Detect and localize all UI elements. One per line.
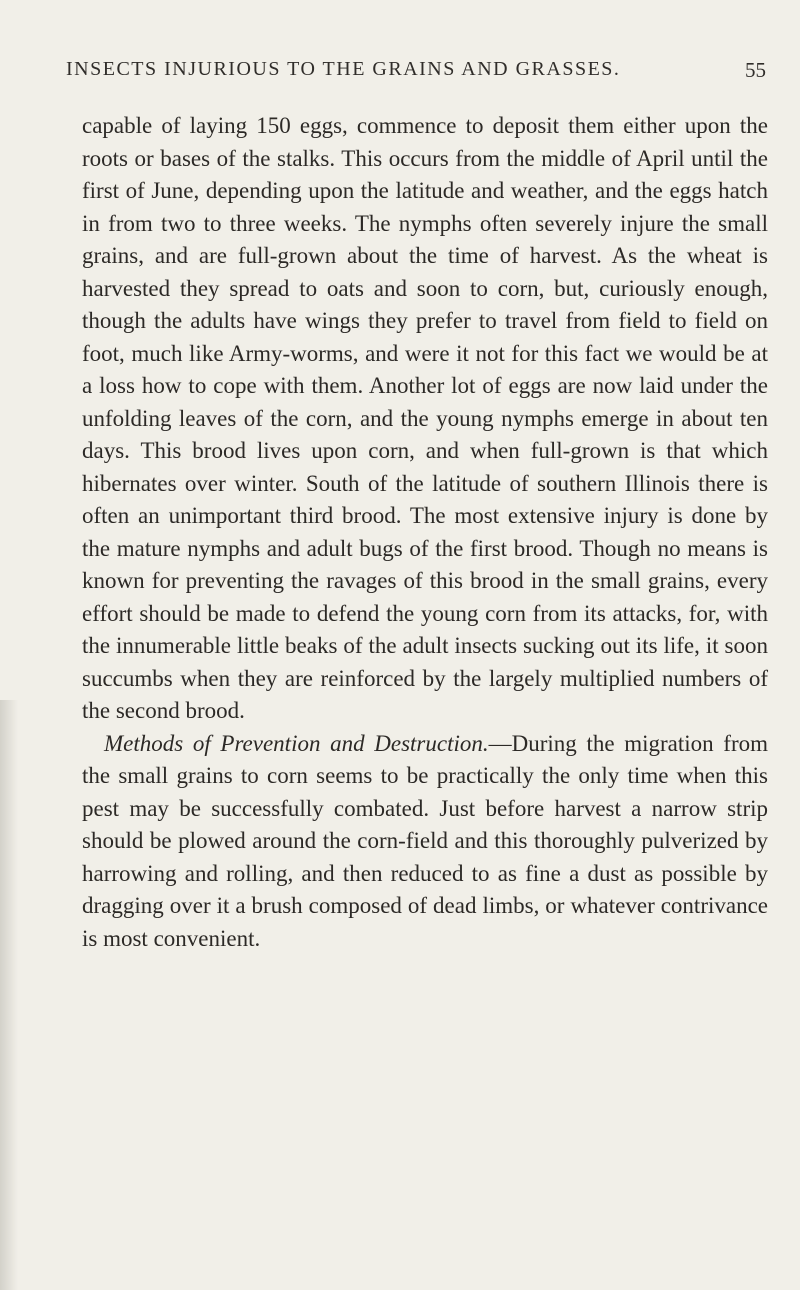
body-text (82, 110, 768, 955)
page-number: 55 (745, 58, 766, 82)
running-head: INSECTS INJURIOUS TO THE GRAINS AND GRASSES. (66, 58, 621, 80)
section-heading: Methods of Prevention and Destruction. (104, 730, 489, 756)
paragraph (82, 728, 768, 956)
paragraph: capable of laying 150 eggs, commence to deposit them either upon the roots or bases of the stalks. This occurs from the middle of April until the first of June, depending upon the latitude and weather, and the eggs hatch in from two to three weeks. The nymphs often severely injure the small grains, and are full-grown about the time of harvest. As the wheat is harvested they spread to oats and soon to corn, but, curiously enough, though the adults have wings they prefer to travel from field to field on foot, much like Army-worms, and were it not for this fact we would be at a loss how to cope with them. Another lot of eggs are now laid under the unfolding leaves of the corn, and the young nymphs emerge in about ten days. This brood lives upon corn, and when full-grown is that which hibernates over winter. South of the latitude of southern Illinois there is often an unimportant third brood. The most extensive injury is done by the mature nymphs and adult bugs of the first brood. Though no means is known for preventing the ravages of this brood in the small grains, every effort should be made to defend the young corn from its attacks, for, with the innumerable little beaks of the adult insects sucking out its life, it soon succumbs when they are reinforced by the largely multiplied numbers of the second brood. (82, 113, 768, 723)
paragraph-text: —During the migration from the small grains to corn seems to be practically the only time when this pest may be successfully combated. Just before harvest a narrow strip should be plowed around the corn-field and this thoroughly pulverized by harrowing and rolling, and then reduced to as fine a dust as possible by dragging over it a brush composed of dead limbs, or whatever contrivance is most convenient. (82, 730, 768, 951)
page-header (66, 58, 766, 88)
page-edge-shadow (0, 700, 18, 1290)
